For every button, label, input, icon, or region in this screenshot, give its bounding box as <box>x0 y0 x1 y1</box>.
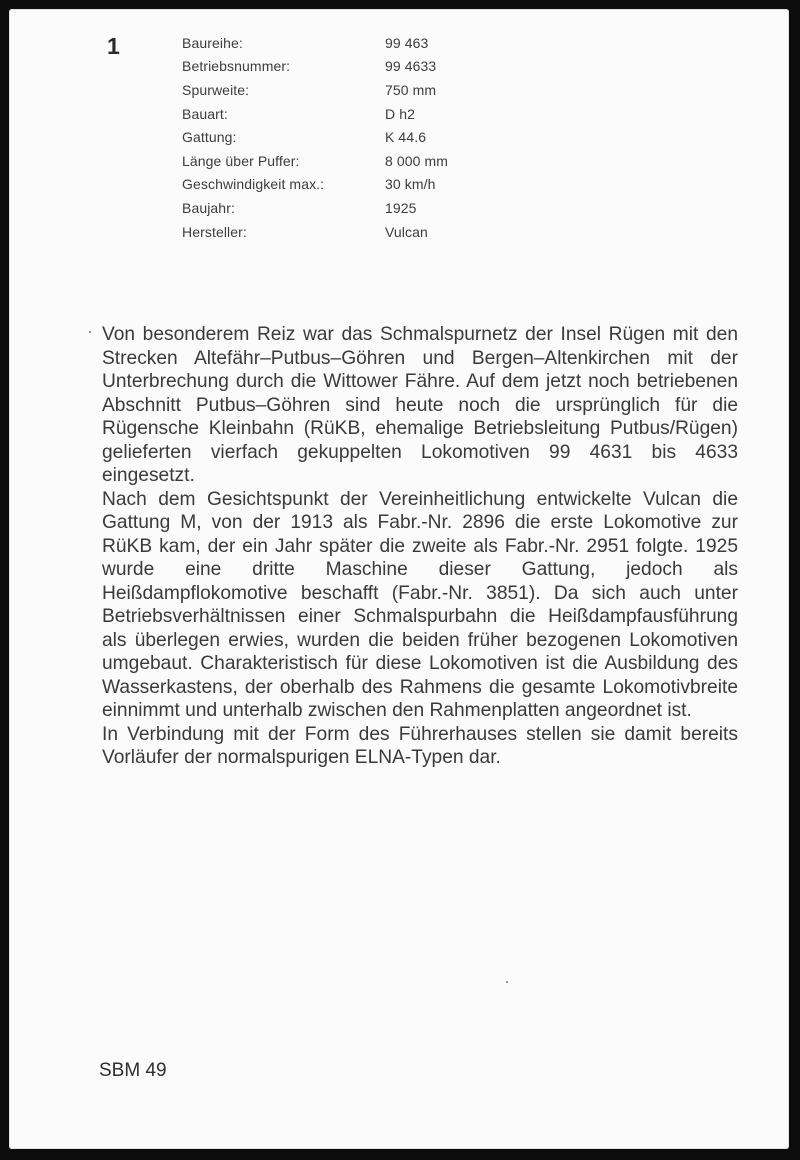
description-text <box>102 323 738 770</box>
spec-row-betriebsnummer <box>182 55 505 79</box>
info-card <box>9 9 789 1149</box>
spec-label: Geschwindigkeit max.: <box>182 176 325 193</box>
paragraph: Nach dem Gesichtspunkt der Vereinheitlichung entwickelte Vulcan die Gattung M, von der 1913 als Fabr.-Nr. 2896 die erste Lokomotive zur RüKB kam, der ein Jahr später die zweite als Fabr.-Nr. 2951 folgte. 1925 wurde eine dritte Maschine dieser Gattung, jedoch als Heißdampflokomotive beschafft (Fabr.-Nr. 3851). Da sich auch unter Betriebsverhältnissen einer Schmalspurbahn die Heißdampfausführung als überlegen erwies, wurden die beiden früher bezogenen Lokomotiven umgebaut. Charakteristisch für diese Lokomotiven ist die Ausbildung des Wasserkastens, der oberhalb des Rahmens die gesamte Lokomotivbreite einnimmt und unterhalb zwischen den Rahmenplatten angeordnet ist. <box>102 488 738 721</box>
spec-value: Vulcan <box>385 223 428 240</box>
paragraph: Von besonderem Reiz war das Schmalspurnetz der Insel Rügen mit den Strecken Altefähr–Putbus–Göhren und Bergen–Altenkirchen mit der Unterbrechung durch die Wittower Fähre. Auf dem jetzt noch betriebenen Abschnitt Putbus–Göhren sind heute noch die ursprünglich für die Rügensche Kleinbahn (RüKB, ehemalige Betriebsleitung Putbus/Rügen) gelieferten vierfach gekuppelten Lokomotiven 99 4631 bis 4633 eingesetzt. <box>102 324 738 486</box>
spec-row-baujahr <box>182 196 505 220</box>
spec-row-bauart <box>182 102 505 126</box>
spec-label: Betriebsnummer: <box>182 58 291 75</box>
spec-value: K 44.6 <box>385 129 427 146</box>
spec-label: Spurweite: <box>182 81 250 98</box>
spec-label: Hersteller: <box>182 223 247 240</box>
print-speck <box>506 981 508 983</box>
spec-value: 99 4633 <box>385 58 437 75</box>
spec-row-gattung <box>182 125 505 149</box>
spec-row-laenge <box>182 149 505 173</box>
footer-code: SBM 49 <box>99 1060 167 1081</box>
spec-label: Länge über Puffer: <box>182 152 300 169</box>
spec-row-geschwindigkeit <box>182 173 505 197</box>
spec-value: 1925 <box>385 199 417 216</box>
spec-label: Bauart: <box>182 105 228 122</box>
print-speck <box>89 331 91 333</box>
spec-row-baureihe <box>182 31 505 55</box>
card-number: 1 <box>107 33 120 59</box>
spec-row-hersteller <box>182 220 505 244</box>
spec-label: Baujahr: <box>182 199 235 216</box>
spec-label: Baureihe: <box>182 34 243 51</box>
spec-row-spurweite <box>182 78 505 102</box>
spec-value: 750 mm <box>385 81 437 98</box>
spec-value: 30 km/h <box>385 176 436 193</box>
spec-table <box>182 31 505 243</box>
spec-value: 99 463 <box>385 34 429 51</box>
paragraph: In Verbindung mit der Form des Führerhauses stellen sie damit bereits Vorläufer der normalspurigen ELNA-Typen dar. <box>102 723 738 768</box>
spec-value: D h2 <box>385 105 415 122</box>
spec-value: 8 000 mm <box>385 152 449 169</box>
spec-label: Gattung: <box>182 129 237 146</box>
